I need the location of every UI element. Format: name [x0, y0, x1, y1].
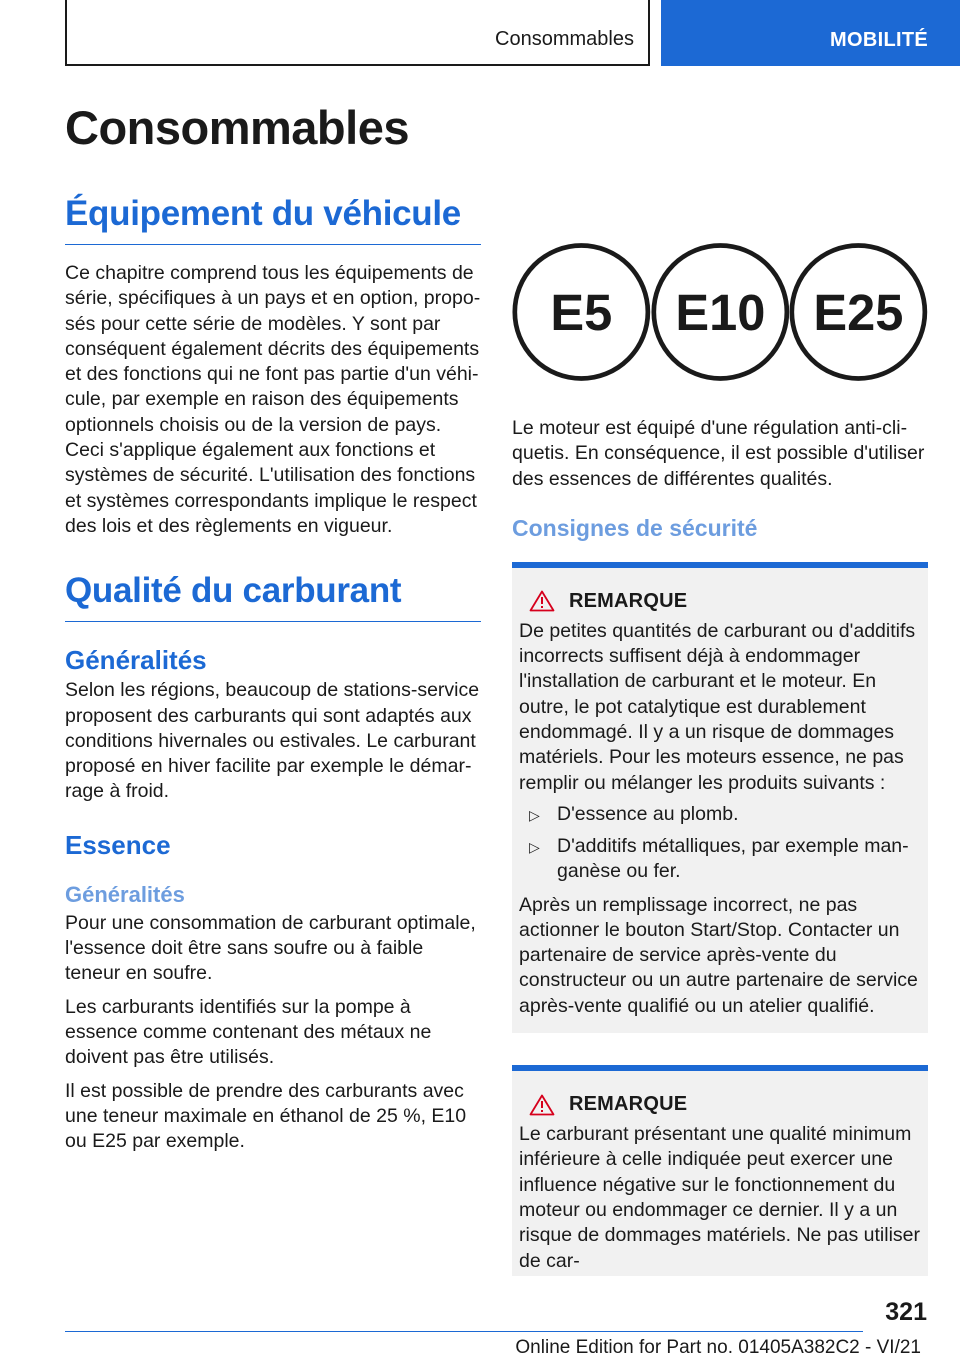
- essence-paragraph-2: Les carburants identifiés sur la pompe à essence comme contenant des métaux ne doivent pas être utilisés.: [65, 995, 432, 1069]
- note-1-title: REMARQUE: [569, 589, 688, 612]
- footer-divider: [65, 1331, 863, 1332]
- fuel-badge-e25-label: E25: [813, 283, 904, 341]
- left-column: [65, 100, 481, 1154]
- fuel-badge-e10-label: E10: [675, 283, 766, 341]
- heading-fuel-quality: Qualité du carburant: [65, 569, 481, 622]
- essence-paragraph-3: Il est possible de prendre des carburants avec une teneur maximale en éthanol de 25 %, E10 ou E25 par exemple.: [65, 1079, 467, 1153]
- heading-essence: Essence: [65, 829, 171, 860]
- general-text: Selon les régions, beaucoup de stations-service proposent des carburants qui sont adaptés aux conditions hivernales ou estivales. Le carburant proposé en hiver facilite par exemple le démarrage à froid.: [65, 679, 480, 803]
- note-1-header: [529, 590, 920, 613]
- bullet-text: D'additifs métalliques, par exemple manganèse ou fer.: [557, 834, 909, 883]
- chapter-tab-label: MOBILITÉ: [830, 29, 928, 51]
- fuel-badge-e5: [512, 236, 651, 388]
- chapter-tab[interactable]: [661, 0, 960, 66]
- note-box-2: [512, 1065, 928, 1276]
- heading-essence-general: Généralités: [65, 881, 185, 907]
- fuel-badges: [512, 236, 928, 388]
- note-2-header: [529, 1093, 920, 1116]
- fuel-badge-e25: [789, 236, 928, 388]
- heading-safety: Consignes de sécurité: [512, 514, 758, 541]
- header-section-box: [65, 0, 650, 66]
- heading-general: Généralités: [65, 645, 207, 676]
- right-column: [512, 236, 928, 1276]
- note-1-after-text: Après un remplissage incorrect, ne pas actionner le bouton Start/Stop. Contacter un partenaire de service après-vente du constructeur ou un autre partenaire de service après-vente qualifié ou un atelier qualifié.: [519, 893, 918, 1017]
- footer-edition: Online Edition for Part no. 01405A382C2 - VI/21: [515, 1337, 921, 1358]
- bullet-text: D'essence au plomb.: [557, 802, 739, 825]
- vehicle-equipment-text: Ce chapitre comprend tous les équipements de série, spécifiques à un pays et en option, proposés pour cette série de modèles. Y sont par conséquent également décrits des équipements et des fonctions qui ne font pas partie d'un véhicule, par exemple en raison des équipements optionnels choisis ou de la version de pays. Ceci s'applique également aux fonctions et systèmes de sécurité. L'utilisation des fonctions et systèmes correspondants implique le respect des lois et des règlements en vigueur.: [65, 262, 481, 537]
- fuel-badge-e5-label: E5: [550, 283, 613, 341]
- header-section-title: Consommables: [495, 28, 634, 50]
- note-1-bullets: [519, 802, 920, 885]
- note-2-title: REMARQUE: [569, 1093, 688, 1116]
- knock-control-text: Le moteur est équipé d'une régulation anti-cliquetis. En conséquence, il est possible d'utiliser des essences de différentes qualités.: [512, 417, 925, 490]
- list-item: [519, 834, 920, 885]
- note-box-1: [512, 562, 928, 1033]
- warning-icon: [529, 1094, 555, 1116]
- warning-icon: [529, 590, 555, 612]
- note-1-text: De petites quantités de carburant ou d'additifs incorrects suffisent déjà à endommager l'installation de carburant et le moteur. En outre, le pot catalytique est durablement endommagé. Il y a un risque de dommages matériels. Pour les moteurs essence, ne pas remplir ou mélanger les produits suivants :: [519, 619, 916, 794]
- essence-paragraph-1: Pour une consommation de carburant optimale, l'essence doit être sans soufre ou à faible teneur en soufre.: [65, 911, 476, 985]
- bullet-triangle-icon: ▷: [529, 806, 540, 823]
- page-title: Consommables: [65, 101, 409, 154]
- fuel-badge-e10: [651, 236, 790, 388]
- note-2-text: Le carburant présentant une qualité minimum inférieure à celle indiquée peut exercer une influence négative sur le fonctionnement du moteur ou endommager ce dernier. Il y a un risque de dommages matériels. Ne pas utiliser de car-: [519, 1123, 921, 1272]
- list-item: [519, 802, 920, 828]
- heading-vehicle-equipment: Équipement du véhicule: [65, 192, 481, 245]
- page-number: 321: [885, 1298, 927, 1326]
- bullet-triangle-icon: ▷: [529, 838, 540, 855]
